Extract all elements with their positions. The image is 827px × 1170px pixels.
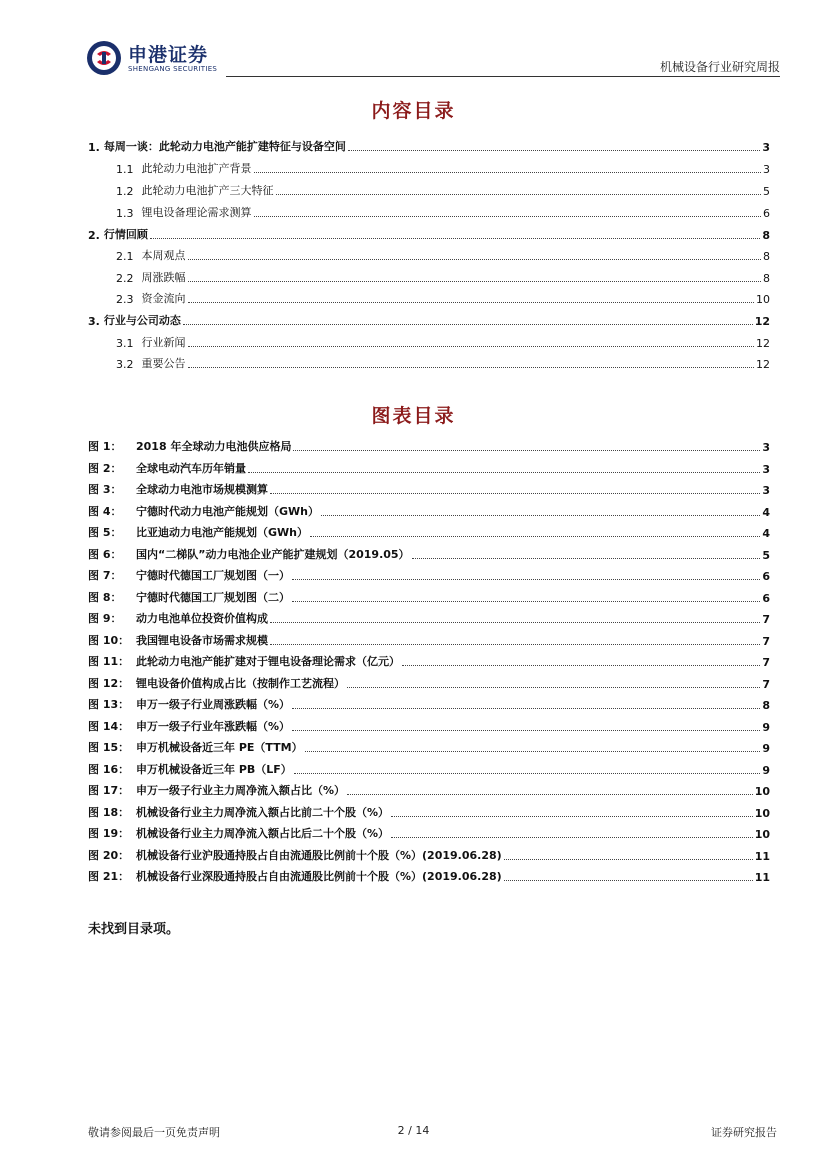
toc-entry-number: 3.2 bbox=[116, 358, 134, 371]
toc-entry[interactable] bbox=[88, 138, 770, 154]
figure-entry-page: 9 bbox=[762, 742, 770, 755]
figure-entry-label: 图 7： bbox=[88, 569, 122, 582]
figure-entry[interactable] bbox=[88, 524, 770, 540]
figure-entry-label: 图 12： bbox=[88, 676, 130, 690]
figure-entry-label: 图 3： bbox=[88, 483, 122, 496]
figure-entry[interactable] bbox=[88, 653, 770, 669]
figure-entry[interactable] bbox=[88, 739, 770, 755]
toc-leader-dots bbox=[348, 150, 761, 151]
toc-entry-page: 12 bbox=[754, 315, 770, 328]
figure-entry-text: 机械设备行业主力周净流入额占比后二十个股（%） bbox=[136, 827, 390, 840]
figure-entry-text: 机械设备行业深股通持股占自由流通股比例前十个股（%）(2019.06.28) bbox=[136, 870, 502, 883]
figure-entry-page: 9 bbox=[762, 720, 770, 734]
figure-leader-dots bbox=[347, 794, 753, 795]
page-header bbox=[86, 38, 780, 78]
figure-entry[interactable] bbox=[88, 546, 770, 562]
figure-entry[interactable] bbox=[88, 825, 770, 841]
toc-entry-number: 1.2 bbox=[116, 185, 134, 198]
figure-entry-text: 申万机械设备近三年 PE（TTM） bbox=[136, 741, 303, 754]
figure-leader-dots bbox=[347, 687, 760, 688]
toc-leader-dots bbox=[188, 281, 762, 282]
toc-entry-number: 2.2 bbox=[116, 272, 134, 285]
toc-entry-text: 周涨跌幅 bbox=[141, 271, 186, 284]
figure-leader-dots bbox=[504, 859, 753, 860]
toc-entry-text: 行业新闻 bbox=[141, 336, 186, 349]
toc-entry[interactable] bbox=[88, 269, 770, 285]
figure-entry[interactable] bbox=[88, 632, 770, 648]
figure-leader-dots bbox=[293, 450, 760, 451]
toc-entry-number: 1.1 bbox=[116, 163, 134, 176]
figure-entry-text: 宁德时代德国工厂规划图（二） bbox=[136, 590, 290, 604]
toc-leader-dots bbox=[188, 367, 755, 368]
toc-entry-text: 资金流向 bbox=[141, 292, 186, 305]
figure-leader-dots bbox=[292, 730, 760, 731]
figure-entry-page: 11 bbox=[754, 849, 770, 863]
toc-leader-dots bbox=[150, 238, 761, 239]
figure-entry-text: 申万一级子行业周涨跌幅（%） bbox=[136, 698, 291, 711]
figure-leader-dots bbox=[321, 515, 760, 516]
figure-entry-text: 我国锂电设备市场需求规模 bbox=[136, 633, 268, 647]
figure-entry-text: 申万一级子行业主力周净流入额占比（%） bbox=[136, 784, 346, 797]
toc-entry-page: 12 bbox=[756, 358, 770, 371]
toc-entry-page: 5 bbox=[763, 185, 770, 198]
figure-entry-text: 机械设备行业沪股通持股占自由流通股比例前十个股（%）(2019.06.28) bbox=[136, 848, 502, 862]
figure-entry[interactable] bbox=[88, 868, 770, 884]
page-number: 2 / 14 bbox=[397, 1124, 430, 1137]
figure-entry[interactable] bbox=[88, 847, 770, 863]
figure-entry-label: 图 6： bbox=[88, 547, 122, 561]
figure-entry-label: 图 1： bbox=[88, 440, 122, 453]
figure-entry-page: 7 bbox=[762, 677, 770, 691]
figure-entry[interactable] bbox=[88, 460, 770, 476]
toc-entry[interactable] bbox=[88, 312, 770, 328]
toc-entry[interactable] bbox=[88, 247, 770, 263]
figures-toc-title: 图表目录 bbox=[371, 405, 456, 427]
toc-entry[interactable] bbox=[88, 204, 770, 220]
figure-entry-label: 图 20： bbox=[88, 848, 130, 862]
figure-entry[interactable] bbox=[88, 675, 770, 691]
toc-entry-page: 6 bbox=[763, 207, 770, 220]
toc-entry-text: 行业与公司动态 bbox=[103, 314, 181, 327]
figure-leader-dots bbox=[402, 665, 760, 666]
figure-entry-text: 锂电设备价值构成占比（按制作工艺流程） bbox=[136, 676, 345, 690]
figure-entry-page: 3 bbox=[762, 462, 770, 476]
figure-entry-text: 机械设备行业主力周净流入额占比前二十个股（%） bbox=[136, 805, 390, 819]
figure-entry-page: 3 bbox=[762, 441, 770, 454]
figure-entry[interactable] bbox=[88, 761, 770, 777]
toc-entry-page: 3 bbox=[762, 141, 770, 154]
figure-leader-dots bbox=[391, 816, 753, 817]
figure-leader-dots bbox=[294, 773, 761, 774]
figure-leader-dots bbox=[504, 880, 753, 881]
toc-leader-dots bbox=[188, 259, 762, 260]
figure-leader-dots bbox=[305, 751, 761, 752]
figure-entry-page: 5 bbox=[762, 548, 770, 562]
figure-leader-dots bbox=[292, 708, 760, 709]
toc-entry-text: 此轮动力电池扩产三大特征 bbox=[141, 184, 274, 197]
toc-leader-dots bbox=[276, 194, 762, 195]
figure-leader-dots bbox=[270, 493, 760, 494]
figure-entry-page: 10 bbox=[754, 806, 770, 820]
toc-entry-text: 重要公告 bbox=[141, 357, 186, 370]
toc-leader-dots bbox=[254, 172, 762, 173]
figure-entry-label: 图 18： bbox=[88, 805, 130, 819]
toc-entry-text: 行情回顾 bbox=[103, 228, 148, 241]
figure-entry-text: 国内“二梯队”动力电池企业产能扩建规划（2019.05） bbox=[136, 547, 410, 561]
figure-entry-label: 图 21： bbox=[88, 870, 130, 883]
footer-doc-type: 证券研究报告 bbox=[711, 1126, 777, 1139]
figure-entry-label: 图 15： bbox=[88, 741, 130, 754]
figure-entry[interactable] bbox=[88, 782, 770, 798]
figure-entry-label: 图 16： bbox=[88, 762, 130, 776]
toc-title: 内容目录 bbox=[371, 100, 456, 122]
toc-leader-dots bbox=[188, 302, 755, 303]
toc-entry-text: 此轮动力电池扩产背景 bbox=[141, 162, 252, 175]
figure-entry[interactable] bbox=[88, 610, 770, 626]
figure-entry-text: 申万一级子行业年涨跌幅（%） bbox=[136, 719, 291, 733]
figure-entry-label: 图 17： bbox=[88, 784, 130, 797]
figure-entry-page: 10 bbox=[754, 828, 770, 841]
figure-entry[interactable] bbox=[88, 438, 770, 454]
figure-entry-text: 2018 年全球动力电池供应格局 bbox=[136, 440, 292, 453]
footer-disclaimer: 敬请参阅最后一页免责声明 bbox=[88, 1126, 220, 1139]
toc-leader-dots bbox=[188, 346, 755, 347]
toc-entry-page: 8 bbox=[762, 229, 770, 242]
figure-entry-page: 7 bbox=[762, 613, 770, 626]
figure-leader-dots bbox=[270, 622, 760, 623]
logo-name-cn: 申港证券 bbox=[128, 44, 209, 66]
toc-entry[interactable] bbox=[88, 355, 770, 371]
figure-entry[interactable] bbox=[88, 804, 770, 820]
company-logo bbox=[86, 38, 236, 78]
figure-leader-dots bbox=[412, 558, 761, 559]
toc-entry-text: 锂电设备理论需求测算 bbox=[141, 206, 252, 219]
header-divider bbox=[226, 76, 780, 77]
logo-name-en: SHENGANG SECURITIES bbox=[128, 65, 218, 73]
toc-entry-page: 10 bbox=[756, 293, 770, 306]
toc-entry-text: 本周观点 bbox=[141, 249, 186, 262]
toc-entry-number: 1. bbox=[88, 141, 100, 154]
toc-entry[interactable] bbox=[88, 160, 770, 176]
figure-entry-text: 全球电动汽车历年销量 bbox=[136, 461, 246, 475]
figure-leader-dots bbox=[391, 837, 753, 838]
toc-entry-page: 8 bbox=[763, 272, 770, 285]
figure-entry[interactable] bbox=[88, 503, 770, 519]
figure-entry-page: 6 bbox=[762, 591, 770, 605]
figure-entry-label: 图 4： bbox=[88, 504, 122, 518]
figure-entry-page: 10 bbox=[754, 785, 770, 798]
toc-entry-number: 1.3 bbox=[116, 207, 134, 220]
figure-entry-page: 8 bbox=[762, 699, 770, 712]
no-toc-entry-message: 未找到目录项。 bbox=[88, 922, 180, 937]
toc-entry[interactable] bbox=[88, 182, 770, 198]
figure-entry-text: 宁德时代动力电池产能规划（GWh） bbox=[136, 504, 319, 518]
figure-entry-text: 全球动力电池市场规模测算 bbox=[136, 483, 268, 496]
toc-entry-page: 12 bbox=[756, 337, 770, 350]
figure-leader-dots bbox=[292, 601, 760, 602]
figure-entry[interactable] bbox=[88, 481, 770, 497]
figure-entry-page: 3 bbox=[762, 484, 770, 497]
figure-entry-label: 图 14： bbox=[88, 719, 130, 733]
figure-entry-label: 图 11： bbox=[88, 655, 130, 668]
figure-entry[interactable] bbox=[88, 567, 770, 583]
toc-entry-number: 3.1 bbox=[116, 337, 134, 350]
toc-leader-dots bbox=[254, 216, 762, 217]
figure-entry-text: 宁德时代德国工厂规划图（一） bbox=[136, 569, 290, 582]
figure-leader-dots bbox=[270, 644, 760, 645]
toc-entry[interactable] bbox=[88, 290, 770, 306]
toc-entry-number: 2.1 bbox=[116, 250, 134, 263]
figure-entry-page: 9 bbox=[762, 763, 770, 777]
figure-entry-text: 申万机械设备近三年 PB（LF） bbox=[136, 762, 292, 776]
figure-entry-page: 4 bbox=[762, 527, 770, 540]
toc-entry-number: 2. bbox=[88, 229, 100, 242]
figure-entry-page: 7 bbox=[762, 656, 770, 669]
figure-entry-label: 图 5： bbox=[88, 526, 122, 539]
figure-entry[interactable] bbox=[88, 718, 770, 734]
toc-entry-text: 每周一谈：此轮动力电池产能扩建特征与设备空间 bbox=[103, 140, 346, 153]
figure-entry-page: 6 bbox=[762, 570, 770, 583]
figure-entry-label: 图 10： bbox=[88, 633, 130, 647]
figure-entry-page: 4 bbox=[762, 505, 770, 519]
toc-entry[interactable] bbox=[88, 226, 770, 242]
figure-leader-dots bbox=[310, 536, 760, 537]
figure-entry-text: 此轮动力电池产能扩建对于锂电设备理论需求（亿元） bbox=[136, 655, 400, 668]
figure-entry-page: 7 bbox=[762, 634, 770, 648]
figure-entry[interactable] bbox=[88, 589, 770, 605]
figure-entry-text: 动力电池单位投资价值构成 bbox=[136, 612, 268, 625]
toc-entry[interactable] bbox=[88, 334, 770, 350]
toc-entry-number: 3. bbox=[88, 315, 100, 328]
figure-entry-label: 图 2： bbox=[88, 461, 122, 475]
figure-entry-label: 图 13： bbox=[88, 698, 130, 711]
toc-entry-page: 3 bbox=[763, 163, 770, 176]
figure-leader-dots bbox=[292, 579, 760, 580]
figure-entry-label: 图 9： bbox=[88, 612, 122, 625]
figure-entry-page: 11 bbox=[754, 871, 770, 884]
figure-entry[interactable] bbox=[88, 696, 770, 712]
figure-entry-label: 图 8： bbox=[88, 590, 122, 604]
figure-entry-label: 图 19： bbox=[88, 827, 130, 840]
toc-entry-page: 8 bbox=[763, 250, 770, 263]
toc-leader-dots bbox=[183, 324, 753, 325]
figure-leader-dots bbox=[248, 472, 760, 473]
report-title: 机械设备行业研究周报 bbox=[659, 60, 780, 74]
toc-entry-number: 2.3 bbox=[116, 293, 134, 306]
logo-emblem-icon bbox=[86, 40, 122, 76]
figure-entry-text: 比亚迪动力电池产能规划（GWh） bbox=[136, 526, 308, 539]
